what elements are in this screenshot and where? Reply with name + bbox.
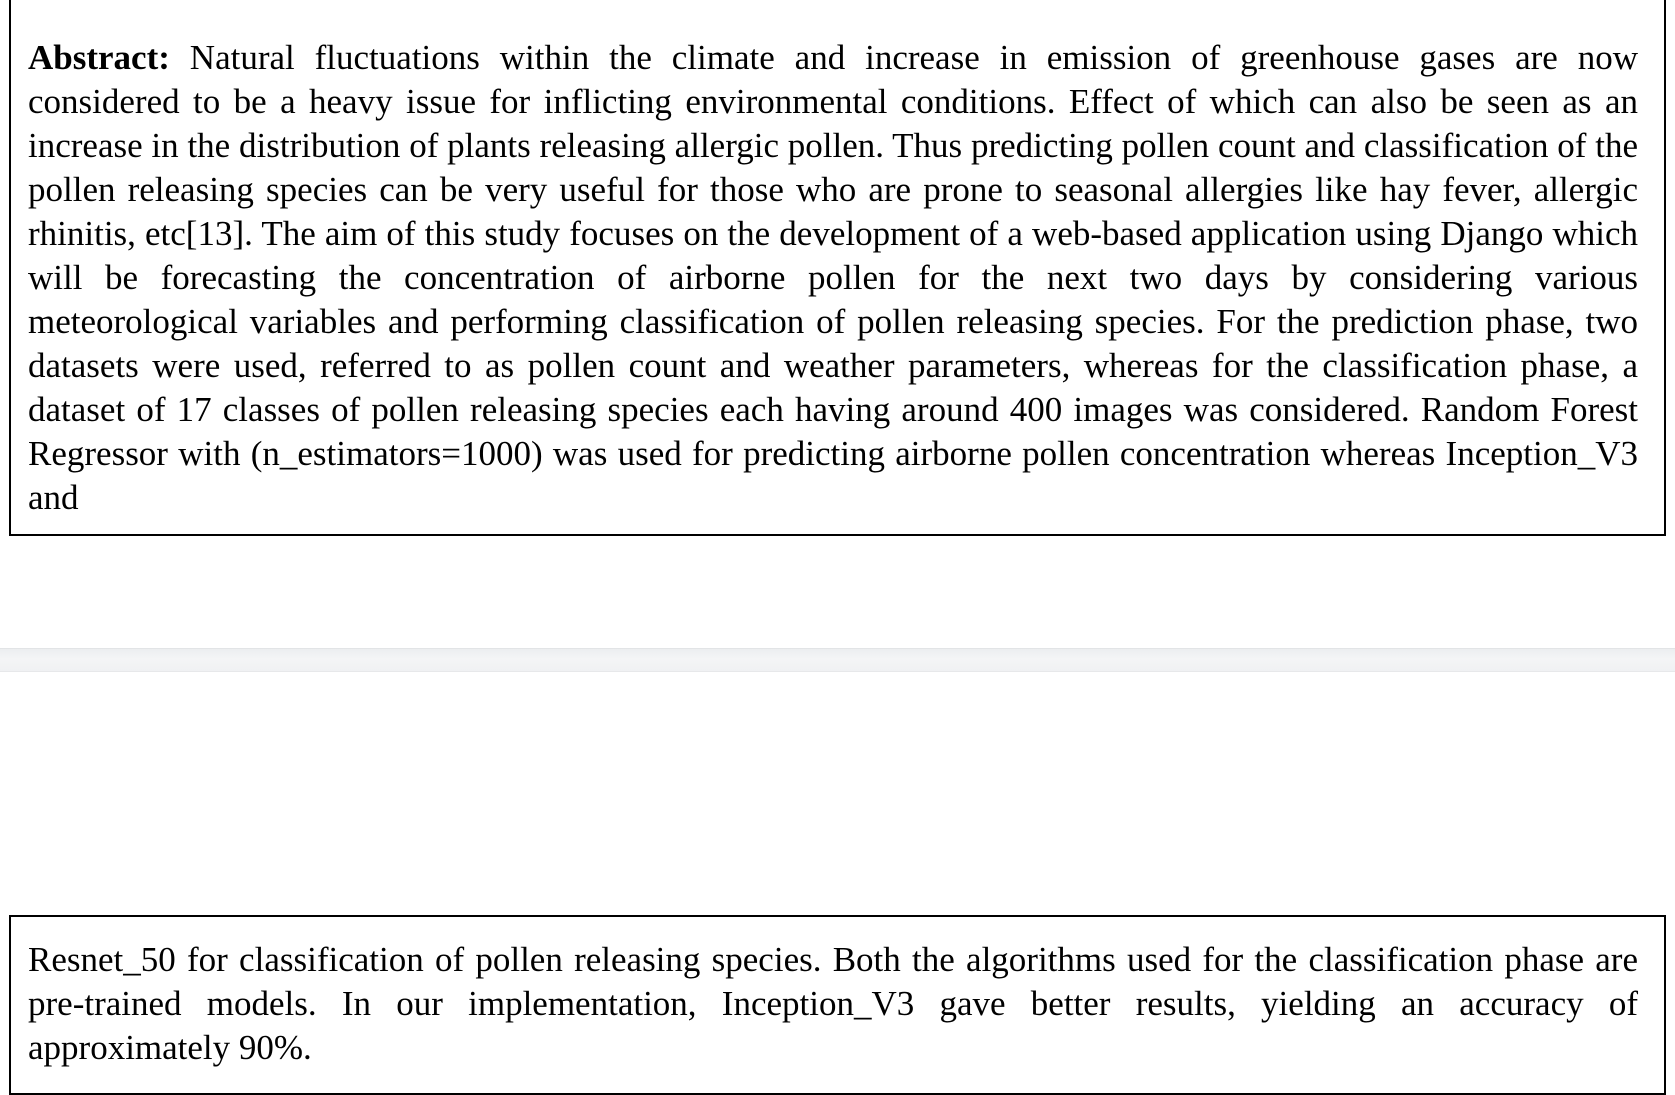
abstract-box-top bbox=[9, 0, 1666, 536]
abstract-text-part1: Natural fluctuations within the climate and increase in emission of greenhouse gases are now considered to be a heavy issue for inflicting environmental conditions. Effect of which can also be seen as an increase in the distribution of plants releasing allergic pollen. Thus predicting pollen count and classification of the pollen releasing species can be very useful for those who are prone to seasonal allergies like hay fever, allergic rhinitis, etc[13]. The aim of this study focuses on the development of a web-based application using Django which will be forecasting the concentration of airborne pollen for the next two days by considering various meteorological variables and performing classification of pollen releasing species. For the prediction phase, two datasets were used, referred to as pollen count and weather parameters, whereas for the classification phase, a dataset of 17 classes of pollen releasing species each having around 400 images was considered. Random Forest Regressor with (n_estimators=1000) was used for predicting airborne pollen concentration whereas Inception_V3 and bbox=[28, 38, 1638, 517]
abstract-paragraph-part2 bbox=[28, 938, 1638, 1070]
page-separator bbox=[0, 648, 1675, 672]
abstract-paragraph-part1 bbox=[28, 36, 1638, 520]
abstract-text-part2: Resnet_50 for classification of pollen releasing species. Both the algorithms used for the classification phase are pre-trained models. In our implementation, Inception_V3 gave better results, yielding an accuracy of approximately 90%. bbox=[28, 940, 1638, 1067]
abstract-label: Abstract: bbox=[28, 38, 170, 77]
abstract-box-bottom bbox=[9, 915, 1666, 1095]
